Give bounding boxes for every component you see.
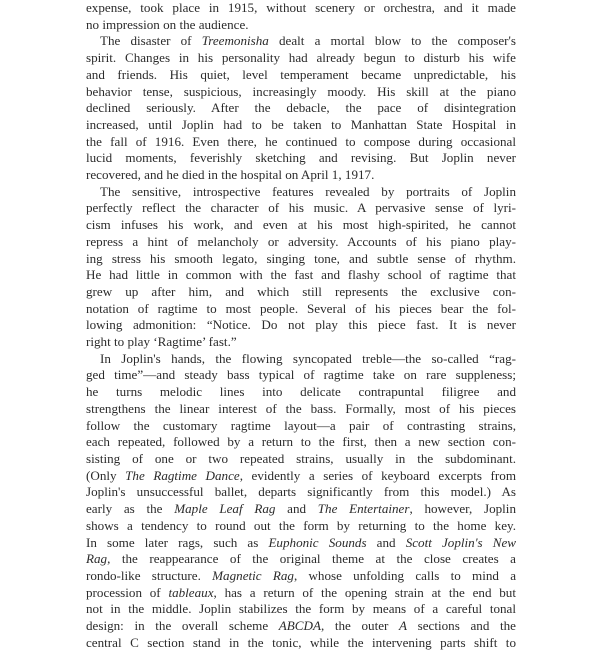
text-line: follow the customary ragtime layout—a pair of contrasting strains, bbox=[86, 417, 516, 433]
text-line: The disaster of Treemonisha dealt a mortal blow to the composer's bbox=[100, 33, 516, 49]
text-line: In some later rags, such as Euphonic Sounds and Scott Joplin's New bbox=[86, 534, 516, 550]
text-line: procession of tableaux, has a return of the opening strain at the end but bbox=[86, 584, 516, 600]
text-line: and friends. His quiet, level temperament became unpredictable, his bbox=[86, 66, 516, 82]
paragraph bbox=[86, 0, 516, 33]
text-line: perfectly reflect the character of his music. A pervasive sense of lyri- bbox=[86, 200, 516, 216]
text-line: cism infuses his work, and even at his most high-spirited, he cannot bbox=[86, 217, 516, 233]
text-line: the fall of 1916. Even there, he continued to compose during occasional bbox=[86, 133, 516, 149]
text-line: notation of ragtime to most people. Several of his pieces bear the fol- bbox=[86, 300, 516, 316]
paragraph bbox=[86, 184, 516, 351]
text-line: not in the middle. Joplin stabilizes the form by means of a careful tonal bbox=[86, 601, 516, 617]
text-line: behavior tense, suspicious, increasingly moody. His skill at the piano bbox=[86, 83, 516, 99]
text-line: (Only The Ragtime Dance, evidently a series of keyboard excerpts from bbox=[86, 467, 516, 483]
paragraph bbox=[86, 33, 516, 183]
text-line: each repeated, followed by a return to the first, then a new section con- bbox=[86, 434, 516, 450]
text-line: expense, took place in 1915, without scenery or orchestra, and it made bbox=[86, 0, 516, 15]
text-line: Rag, the reappearance of the original theme at the close creates a bbox=[86, 551, 516, 567]
text-line: ged time”—and steady bass typical of ragtime take on rare suppleness; bbox=[86, 367, 516, 383]
text-line: rondo-like structure. Magnetic Rag, whose unfolding calls to mind a bbox=[86, 567, 517, 583]
text-line: right to play ‘Ragtime’ fast.” bbox=[86, 334, 237, 350]
text-line: repress a hint of melancholy or adversity. Accounts of his piano play- bbox=[86, 233, 516, 249]
text-line: ing stress his smooth legato, singing tone, and subtle sense of rhythm. bbox=[86, 250, 516, 266]
text-line: In Joplin's hands, the flowing syncopated treble—the so-called “rag- bbox=[100, 350, 516, 366]
text-line: central C section stand in the tonic, while the intervening parts shift to bbox=[86, 634, 516, 650]
text-line: lucid moments, feverishly sketching and revising. But Joplin never bbox=[86, 150, 516, 166]
paragraph bbox=[86, 351, 516, 651]
text-line: increased, until Joplin had to be taken to Manhattan State Hospital in bbox=[86, 116, 516, 132]
text-line: strengthens the linear interest of the bass. Formally, most of his pieces bbox=[86, 400, 516, 416]
text-line: spirit. Changes in his personality had already begun to disturb his wife bbox=[86, 50, 516, 66]
text-line: lowing admonition: “Notice. Do not play this piece fast. It is never bbox=[86, 317, 516, 333]
text-line: no impression on the audience. bbox=[86, 16, 249, 32]
text-line: Joplin's unsuccessful ballet, departs significantly from this model.) As bbox=[86, 484, 516, 500]
text-line: He had little in common with the fast and flashy school of ragtime that bbox=[86, 267, 516, 283]
text-line: shows a tendency to round out the form by returning to the home key. bbox=[86, 517, 516, 533]
text-line: declined seriously. After the debacle, the pace of disintegration bbox=[86, 100, 516, 116]
text-line: The sensitive, introspective features revealed by portraits of Joplin bbox=[100, 183, 516, 199]
document-page bbox=[86, 0, 516, 651]
text-line: design: in the overall scheme ABCDA, the outer A sections and the bbox=[86, 618, 516, 634]
text-line: grew up after him, and which still represents the exclusive con- bbox=[86, 283, 516, 299]
text-line: recovered, and he died in the hospital on April 1, 1917. bbox=[86, 167, 375, 183]
text-line: early as the Maple Leaf Rag and The Entertainer, however, Joplin bbox=[86, 501, 516, 517]
text-line: he turns melodic lines into delicate contrapuntal filigree and bbox=[86, 384, 516, 400]
text-line: sisting of one or two repeated strains, usually in the subdominant. bbox=[86, 450, 516, 466]
